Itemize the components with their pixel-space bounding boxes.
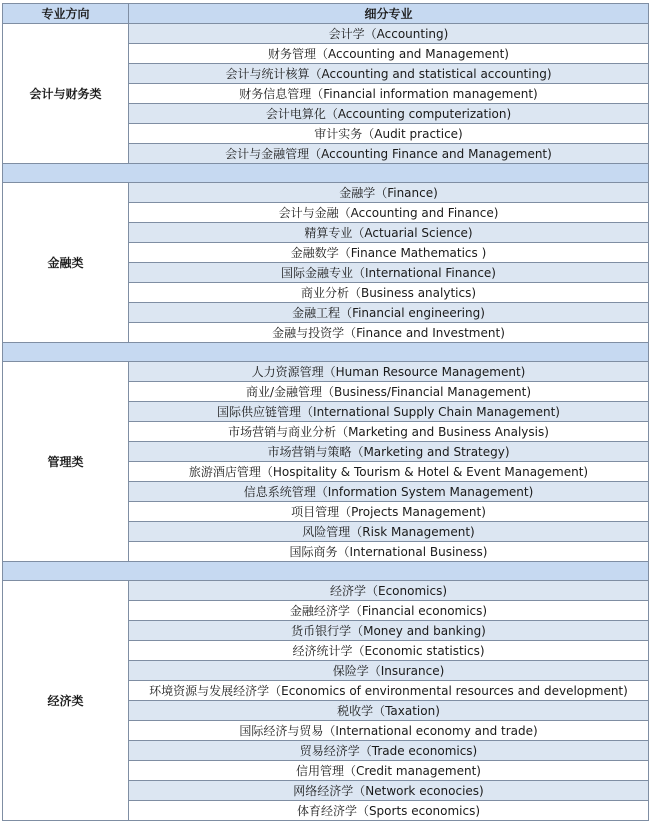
sub-major-cell: 风险管理（Risk Management) [129,522,649,542]
sub-major-cell: 信用管理（Credit management) [129,761,649,781]
sub-major-cell: 信息系统管理（Information System Management) [129,482,649,502]
category-cell: 会计与财务类 [3,24,129,164]
header-sub-major: 细分专业 [129,4,649,24]
sub-major-cell: 金融工程（Financial engineering) [129,303,649,323]
sub-major-cell: 会计与统计核算（Accounting and statistical accounting) [129,64,649,84]
sub-major-cell: 会计电算化（Accounting computerization) [129,104,649,124]
sub-major-cell: 财务管理（Accounting and Management) [129,44,649,64]
sub-major-cell: 会计学（Accounting) [129,24,649,44]
sub-major-cell: 会计与金融（Accounting and Finance) [129,203,649,223]
sub-major-cell: 商业分析（Business analytics) [129,283,649,303]
group-separator-row [3,343,649,362]
sub-major-cell: 金融学（Finance) [129,183,649,203]
sub-major-cell: 贸易经济学（Trade economics) [129,741,649,761]
sub-major-cell: 税收学（Taxation) [129,701,649,721]
table-row [3,362,649,382]
sub-major-cell: 金融经济学（Financial economics) [129,601,649,621]
header-direction: 专业方向 [3,4,129,24]
sub-major-cell: 国际经济与贸易（International economy and trade) [129,721,649,741]
table-row [3,24,649,44]
header-row [3,4,649,24]
sub-major-cell: 审计实务（Audit practice) [129,124,649,144]
sub-major-cell: 市场营销与策略（Marketing and Strategy) [129,442,649,462]
sub-major-cell: 金融与投资学（Finance and Investment) [129,323,649,343]
sub-major-cell: 经济学（Economics) [129,581,649,601]
sub-major-cell: 精算专业（Actuarial Science) [129,223,649,243]
sub-major-cell: 保险学（Insurance) [129,661,649,681]
sub-major-cell: 旅游酒店管理（Hospitality & Tourism & Hotel & Event Management) [129,462,649,482]
sub-major-cell: 金融数学（Finance Mathematics ) [129,243,649,263]
sub-major-cell: 国际商务（International Business) [129,542,649,562]
category-cell: 经济类 [3,581,129,821]
separator-cell [3,562,649,581]
separator-cell [3,343,649,362]
sub-major-cell: 经济统计学（Economic statistics) [129,641,649,661]
sub-major-cell: 体育经济学（Sports economics) [129,801,649,821]
sub-major-cell: 人力资源管理（Human Resource Management) [129,362,649,382]
sub-major-cell: 货币银行学（Money and banking) [129,621,649,641]
category-cell: 管理类 [3,362,129,562]
sub-major-cell: 国际供应链管理（International Supply Chain Management) [129,402,649,422]
sub-major-cell: 商业/金融管理（Business/Financial Management) [129,382,649,402]
sub-major-cell: 环境资源与发展经济学（Economics of environmental resources and development) [129,681,649,701]
sub-major-cell: 会计与金融管理（Accounting Finance and Management) [129,144,649,164]
separator-cell [3,164,649,183]
sub-major-cell: 国际金融专业（International Finance) [129,263,649,283]
group-separator-row [3,164,649,183]
majors-table [2,3,649,821]
sub-major-cell: 财务信息管理（Financial information management) [129,84,649,104]
table-body [3,24,649,821]
category-cell: 金融类 [3,183,129,343]
table-row [3,581,649,601]
group-separator-row [3,562,649,581]
table-row [3,183,649,203]
sub-major-cell: 网络经济学（Network econocies) [129,781,649,801]
sub-major-cell: 市场营销与商业分析（Marketing and Business Analysis) [129,422,649,442]
sub-major-cell: 项目管理（Projects Management) [129,502,649,522]
